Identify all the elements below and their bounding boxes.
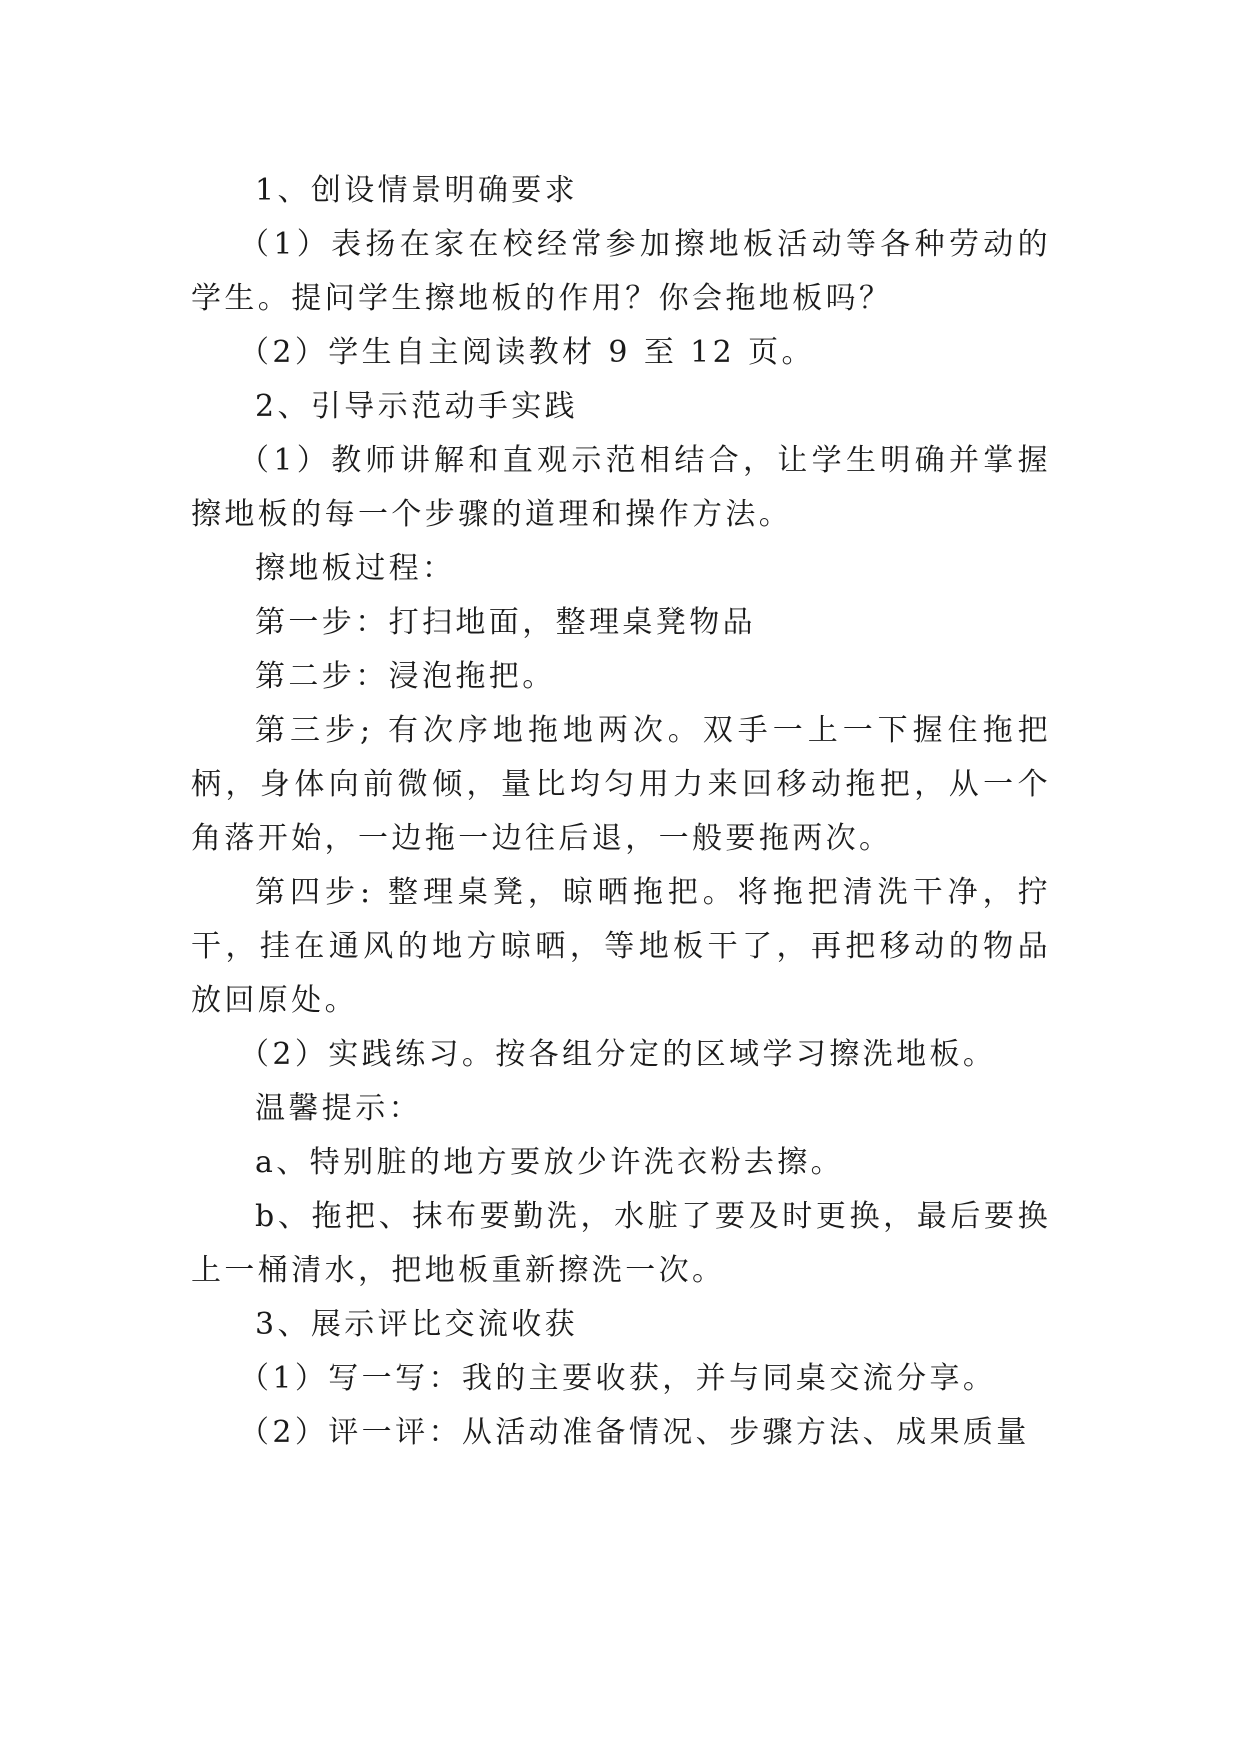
paragraph-evaluate: （2）评一评：从活动准备情况、步骤方法、成果质量 xyxy=(239,1415,1030,1450)
section-heading-2: 2、引导示范动手实践 xyxy=(255,389,579,424)
step-3: 第三步; 有次序地拖地两次。双手一上一下握住拖把柄，身体向前微倾，量比均匀用力来回移动拖把，从一个角落开始，一边拖一边往后退，一般要拖两次。 xyxy=(191,713,1051,856)
paragraph-write: （1）写一写：我的主要收获，并与同桌交流分享。 xyxy=(239,1361,997,1396)
section-heading-3: 3、展示评比交流收获 xyxy=(255,1307,579,1342)
tip-b: b、拖把、抹布要勤洗，水脏了要及时更换，最后要换上一桶清水，把地板重新擦洗一次。 xyxy=(191,1199,1051,1288)
tips-label: 温馨提示： xyxy=(255,1091,422,1126)
paragraph-practice: （2）实践练习。按各组分定的区域学习擦洗地板。 xyxy=(239,1037,997,1072)
paragraph-process-label: 擦地板过程： xyxy=(255,551,456,586)
paragraph-teacher-demo: （1）教师讲解和直观示范相结合，让学生明确并掌握擦地板的每一个步骤的道理和操作方法。 xyxy=(191,443,1051,532)
step-2: 第二步：浸泡拖把。 xyxy=(255,659,556,694)
paragraph-read-textbook: （2）学生自主阅读教材 9 至 12 页。 xyxy=(239,335,815,370)
paragraph-praise-students: （1）表扬在家在校经常参加擦地板活动等各种劳动的学生。提问学生擦地板的作用？你会拖地板吗？ xyxy=(191,227,1051,316)
step-1: 第一步：打扫地面，整理桌凳物品 xyxy=(255,605,756,640)
step-4: 第四步: 整理桌凳，晾晒拖把。将拖把清洗干净，拧干，挂在通风的地方晾晒，等地板干了，再把移动的物品放回原处。 xyxy=(191,875,1051,1018)
section-heading-1: 1、创设情景明确要求 xyxy=(255,173,579,208)
tip-a: a、特别脏的地方要放少许洗衣粉去擦。 xyxy=(255,1145,845,1180)
document-body xyxy=(191,164,1051,1460)
